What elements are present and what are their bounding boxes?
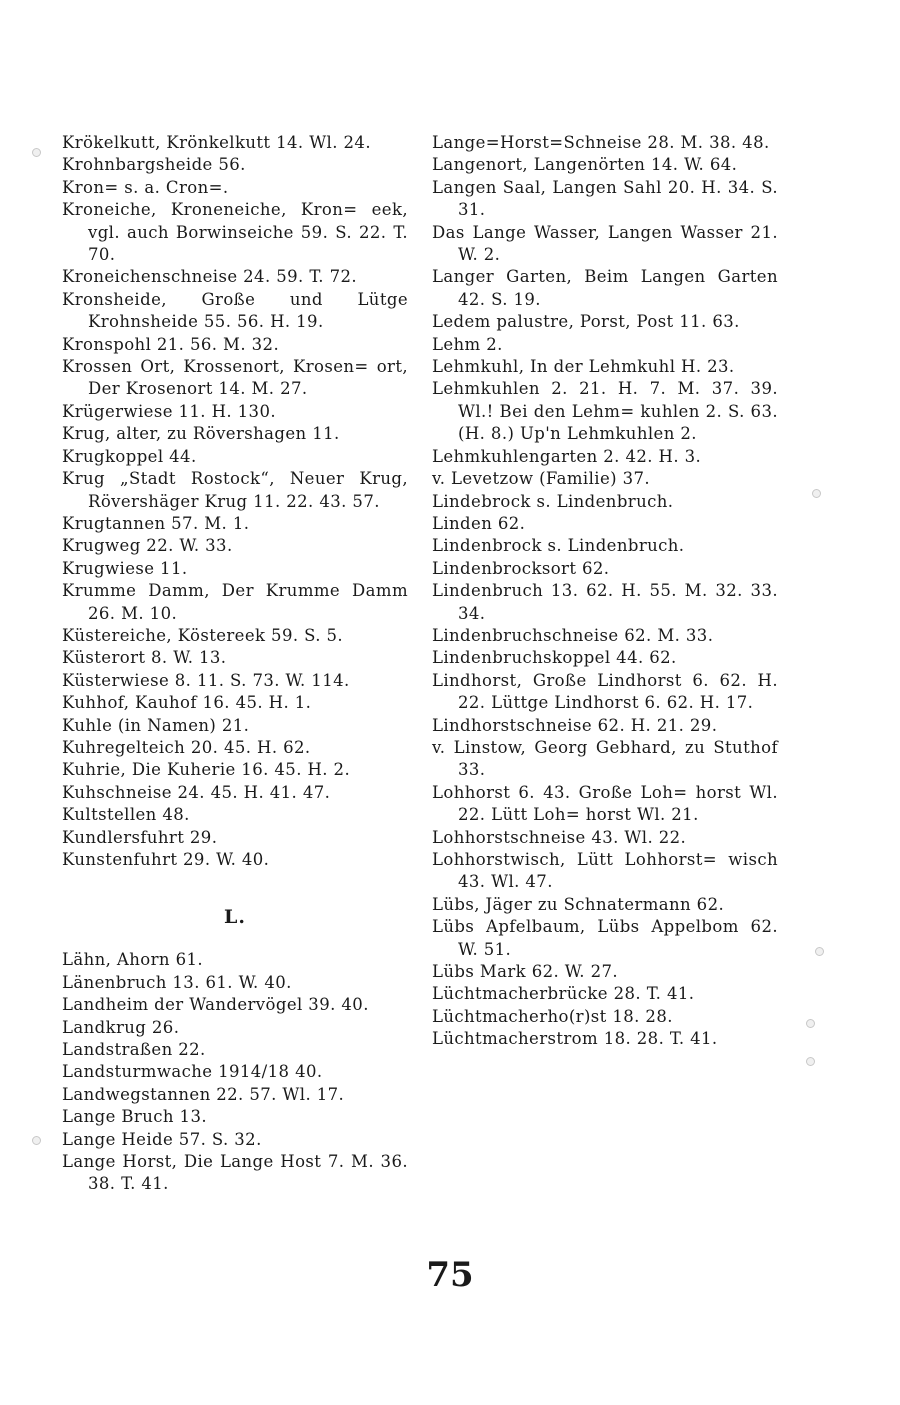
index-entry: Lange Heide 57. S. 32. [62,1129,262,1149]
index-entry: v. Linstow, Georg Gebhard, zu Stuthof 33. [432,737,778,780]
index-entry: Landstraßen 22. [62,1040,206,1060]
left-column [62,132,408,1196]
section-heading: L. [224,906,246,929]
index-entry: Krumme Damm, Der Krumme Damm 26. M. 10. [62,581,408,623]
index-entry: Lohhorstschneise 43. Wl. 22. [432,827,687,847]
page-number: 75 [426,1255,474,1295]
margin-speck [806,1057,815,1066]
index-entry: Lindhorst, Große Lindhorst 6. 62. H. 22. Lüttge Lindhorst 6. 62. H. 17. [432,670,778,713]
margin-speck [32,1136,41,1145]
index-entry: Krugkoppel 44. [62,446,197,466]
index-entry: v. Levetzow (Familie) 37. [432,469,651,489]
index-entry: Kunstenfuhrt 29. W. 40. [62,850,270,869]
index-entry: Kuhschneise 24. 45. H. 41. 47. [62,782,331,802]
index-entry: Krug „Stadt Rostock“, Neuer Krug, Rövershäger Krug 11. 22. 43. 57. [62,469,408,511]
index-entry: Krökelkutt, Krönkelkutt 14. Wl. 24. [62,133,371,152]
index-entry: Krugweg 22. W. 33. [62,536,233,556]
index-entry: Kuhle (in Namen) 21. [62,715,250,735]
index-entry: Lübs Apfelbaum, Lübs Appelbom 62. W. 51. [432,917,778,959]
margin-speck [812,489,821,498]
index-entry: Langen Saal, Langen Sahl 20. H. 34. S. 31. [432,177,778,220]
index-entry: Lehmkuhl, In der Lehmkuhl H. 23. [432,357,735,377]
index-entry: Krossen Ort, Krossenort, Krosen= ort, Der Krosenort 14. M. 27. [62,357,408,399]
index-entry: Lübs Mark 62. W. 27. [432,962,619,982]
margin-speck [815,947,824,956]
index-entry: Lange=Horst=Schneise 28. M. 38. 48. [432,133,770,152]
margin-speck [806,1019,815,1028]
index-entry: Länenbruch 13. 61. W. 40. [62,972,292,992]
index-entry: Kundlersfuhrt 29. [62,827,218,847]
index-entry: Lange Bruch 13. [62,1107,207,1127]
index-entry: Lüchtmacherstrom 18. 28. T. 41. [432,1029,718,1049]
index-entry: Lindenbruchskoppel 44. 62. [432,648,677,668]
index-entry: Krugwiese 11. [62,558,188,578]
right-column [432,132,778,1051]
index-entry: Lohhorst 6. 43. Große Loh= horst Wl. 22. Lütt Loh= horst Wl. 21. [432,782,778,825]
index-entry: Lindenbrock s. Lindenbruch. [432,536,685,556]
index-entry: Lindenbrocksort 62. [432,558,610,578]
index-entry: Küsterort 8. W. 13. [62,648,227,668]
index-entry: Landheim der Wandervögel 39. 40. [62,995,369,1015]
index-entry: Lindenbruchschneise 62. M. 33. [432,625,714,645]
margin-speck [32,148,41,157]
index-entry: Kron= s. a. Cron=. [62,177,229,197]
index-entry: Kuhregelteich 20. 45. H. 62. [62,737,311,757]
index-entry: Lüchtmacherbrücke 28. T. 41. [432,984,695,1004]
index-entry: Ledem palustre, Porst, Post 11. 63. [432,312,740,332]
index-entry: Landsturmwache 1914/18 40. [62,1062,323,1082]
index-entry: Lindebrock s. Lindenbruch. [432,491,674,511]
left-entries-l [62,949,408,1195]
index-entry: Lindenbruch 13. 62. H. 55. M. 32. 33. 34. [432,581,778,623]
index-entry: Lehm 2. [432,334,503,354]
index-entry: Küsterwiese 8. 11. S. 73. W. 114. [62,670,350,690]
index-entry: Lübs, Jäger zu Schnatermann 62. [432,894,725,914]
index-entry: Langenort, Langenörten 14. W. 64. [432,155,738,175]
index-entry: Linden 62. [432,513,526,533]
index-entry: Kuhrie, Die Kuherie 16. 45. H. 2. [62,760,351,780]
index-entry: Das Lange Wasser, Langen Wasser 21. W. 2. [432,222,778,265]
index-entry: Langer Garten, Beim Langen Garten 42. S. 19. [432,267,778,309]
left-entries-k [62,132,408,871]
index-entry: Kronspohl 21. 56. M. 32. [62,334,280,354]
index-entry: Lange Horst, Die Lange Host 7. M. 36. 38. T. 41. [62,1152,408,1194]
index-entry: Lindhorstschneise 62. H. 21. 29. [432,715,718,735]
index-entry: Kronsheide, Große und Lütge Krohnsheide 55. 56. H. 19. [62,289,408,332]
index-entry: Krug, alter, zu Rövershagen 11. [62,424,340,444]
index-entry: Krügerwiese 11. H. 130. [62,401,276,421]
index-entry: Kuhhof, Kauhof 16. 45. H. 1. [62,693,312,713]
index-entry: Lehmkuhlengarten 2. 42. H. 3. [432,446,702,466]
index-entry: Landkrug 26. [62,1017,180,1037]
index-entry: Krohnbargsheide 56. [62,155,246,175]
index-entry: Kroneiche, Kroneneiche, Kron= eek, vgl. auch Borwinseiche 59. S. 22. T. 70. [62,200,408,265]
index-entry: Kultstellen 48. [62,805,190,825]
index-entry: Lehmkuhlen 2. 21. H. 7. M. 37. 39. Wl.! Bei den Lehm= kuhlen 2. S. 63. (H. 8.) Up'n Lehmkuhlen 2. [432,379,778,444]
index-entry: Lüchtmacherho(r)st 18. 28. [432,1006,673,1026]
index-entry: Küstereiche, Köstereek 59. S. 5. [62,625,344,645]
index-entry: Landwegstannen 22. 57. Wl. 17. [62,1084,345,1104]
index-entry: Lohhorstwisch, Lütt Lohhorst= wisch 43. Wl. 47. [432,850,778,892]
index-entry: Krugtannen 57. M. 1. [62,513,250,533]
index-entry: Kroneichenschneise 24. 59. T. 72. [62,267,358,287]
index-entry: Lähn, Ahorn 61. [62,950,204,970]
